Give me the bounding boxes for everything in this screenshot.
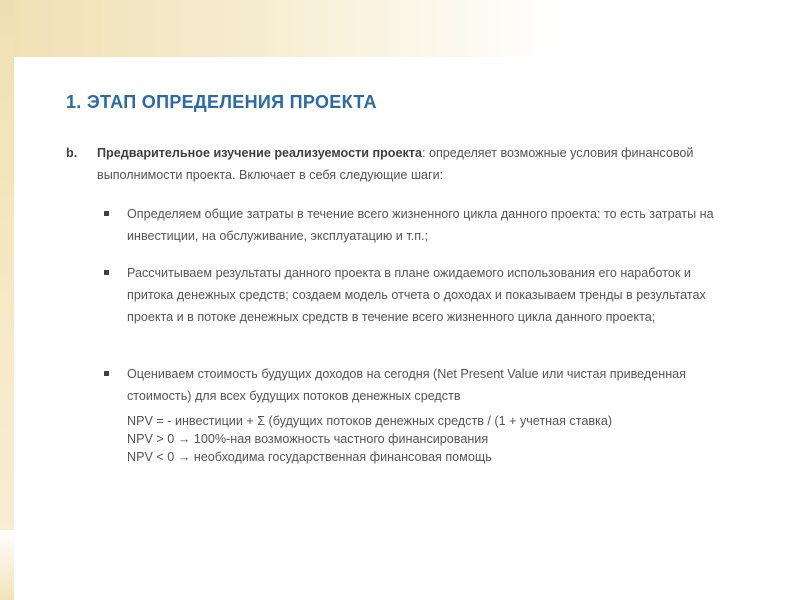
- npv-formula-block: [127, 412, 747, 466]
- item-b: [66, 142, 746, 186]
- bullet-square-icon: [104, 371, 109, 376]
- bullet-text: Рассчитываем результаты данного проекта в плане ожидаемого использования его наработок и притока денежных средств; создаем модель отчета о доходах и показываем тренды в результатах проекта и в потоке денежных средств в течение всего жизненного цикла данного проекта;: [127, 266, 706, 324]
- slide-title: 1. ЭТАП ОПРЕДЕЛЕНИЯ ПРОЕКТА: [66, 92, 377, 112]
- npv-positive-line: NPV > 0 → 100%-ная возможность частного финансирования: [127, 432, 489, 446]
- bullet-text: Оцениваем стоимость будущих доходов на сегодня (Net Present Value или чистая приведенная стоимость) для всех будущих потоков денежных средств: [127, 367, 686, 403]
- slide-canvas: [14, 57, 800, 600]
- npv-negative-line: NPV < 0 → необходима государственная финансовая помощь: [127, 450, 492, 464]
- bullet-item-results: [104, 262, 724, 328]
- left-beige-band: [0, 0, 14, 600]
- item-b-rest-text: : определяет возможные условия финансовой выполнимости проекта. Включает в себя следующие шаги:: [97, 146, 694, 182]
- item-b-text: [97, 142, 746, 186]
- npv-formula-line: NPV = - инвестиции + Σ (будущих потоков денежных средств / (1 + учетная ставка): [127, 414, 613, 428]
- item-b-bold-text: Предварительное изучение реализуемости проекта: [97, 146, 422, 160]
- bullet-square-icon: [104, 211, 109, 216]
- top-beige-band: [0, 0, 800, 57]
- bullet-text: Определяем общие затраты в течение всего жизненного цикла данного проекта: то есть затраты на инвестиции, на обслуживание, эксплуатацию и т.п.;: [127, 207, 714, 243]
- bullet-item-npv: [104, 363, 724, 407]
- bullet-square-icon: [104, 270, 109, 275]
- bullet-item-costs: [104, 203, 724, 247]
- item-b-marker: b.: [66, 146, 78, 160]
